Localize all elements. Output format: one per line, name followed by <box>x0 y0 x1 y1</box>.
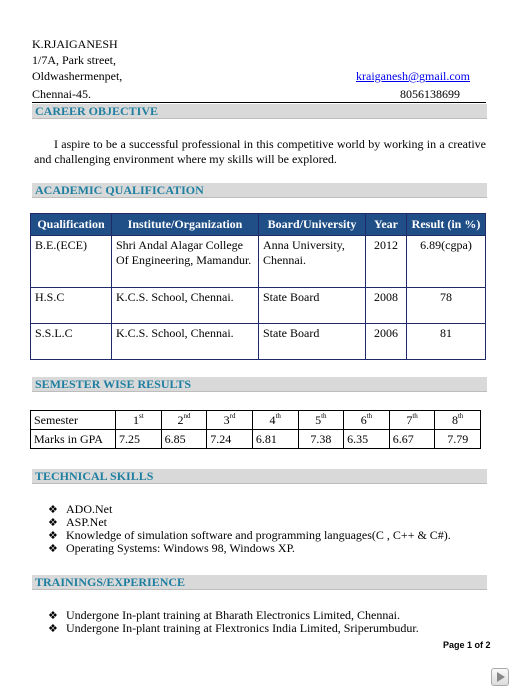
gpa-cell: 7.79 <box>435 430 481 449</box>
cell-year: 2012 <box>366 236 407 288</box>
gpa-cell: 6.67 <box>389 430 435 449</box>
gpa-cell: 6.81 <box>252 430 298 449</box>
candidate-name: K.RJAIGANESH <box>32 37 118 51</box>
career-objective-text: I aspire to be a successful professional in this competitive world by working in a creative and challenging environment where my skills will be explored. <box>34 137 486 166</box>
cell-qualification: S.S.L.C <box>31 324 112 360</box>
gpa-cell: 6.35 <box>344 430 390 449</box>
cell-qualification: H.S.C <box>31 288 112 324</box>
technical-skills-list <box>48 503 451 555</box>
semester-cell: 7th <box>389 411 435 430</box>
semester-table <box>30 410 481 449</box>
section-technical-skills: TECHNICAL SKILLS <box>32 469 487 484</box>
list-item: ❖ Undergone In-plant training at Bharath Electronics Limited, Chennai. <box>48 608 401 622</box>
cell-year: 2006 <box>366 324 407 360</box>
table-row <box>31 324 486 360</box>
section-trainings-experience: TRAININGS/EXPERIENCE <box>32 575 487 590</box>
list-item: ❖ Undergone In-plant training at Flextronics India Limited, Sriperumbudur. <box>48 621 419 635</box>
table-row <box>31 288 486 324</box>
semester-cell: 4th <box>252 411 298 430</box>
cell-board: Anna University, Chennai. <box>259 236 366 288</box>
semester-cell: 3rd <box>207 411 253 430</box>
cell-institute: Shri Andal Alagar College Of Engineering, Mamandur. <box>112 236 259 288</box>
section-semester-results: SEMESTER WISE RESULTS <box>32 377 487 392</box>
col-header-result: Result (in %) <box>407 214 486 236</box>
bullet-icon: ❖ <box>48 516 58 529</box>
list-item: ❖ ADO.Net <box>48 502 113 516</box>
section-academic-qualification: ACADEMIC QUALIFICATION <box>32 183 487 198</box>
semester-cell: 6th <box>344 411 390 430</box>
email-link[interactable]: kraiganesh@gmail.com <box>356 69 471 83</box>
bullet-icon: ❖ <box>48 622 58 635</box>
bullet-icon: ❖ <box>48 529 58 542</box>
header-divider <box>32 102 486 103</box>
list-item: ❖ Operating Systems: Windows 98, Windows XP. <box>48 541 295 555</box>
cell-institute: K.C.S. School, Chennai. <box>112 324 259 360</box>
col-header-qualification: Qualification <box>31 214 112 236</box>
section-career-objective: CAREER OBJECTIVE <box>32 104 487 119</box>
gpa-cell: 7.38 <box>298 430 344 449</box>
academic-header-row <box>31 214 486 236</box>
semester-cell: 5th <box>298 411 344 430</box>
col-header-year: Year <box>366 214 407 236</box>
table-row <box>31 236 486 288</box>
address-line-1: 1/7A, Park street, <box>32 53 116 67</box>
list-item: ❖ ASP.Net <box>48 515 108 529</box>
cell-result: 6.89(cgpa) <box>407 236 486 288</box>
semester-cell: 2nd <box>161 411 207 430</box>
semester-cell: 1st <box>116 411 162 430</box>
semester-label: Semester <box>31 411 116 430</box>
cell-result: 81 <box>407 324 486 360</box>
semester-cell: 8th <box>435 411 481 430</box>
bullet-icon: ❖ <box>48 503 58 516</box>
bullet-icon: ❖ <box>48 542 58 555</box>
col-header-board: Board/University <box>259 214 366 236</box>
cell-board: State Board <box>259 324 366 360</box>
trainings-list <box>48 609 419 635</box>
cell-institute: K.C.S. School, Chennai. <box>112 288 259 324</box>
academic-table <box>30 213 486 360</box>
gpa-cell: 7.25 <box>116 430 162 449</box>
cell-board: State Board <box>259 288 366 324</box>
arrow-right-icon[interactable] <box>491 668 509 686</box>
marks-label: Marks in GPA <box>31 430 116 449</box>
col-header-institute: Institute/Organization <box>112 214 259 236</box>
gpa-cell: 6.85 <box>161 430 207 449</box>
address-line-3: Chennai-45. <box>32 87 91 101</box>
phone-number: 8056138699 <box>400 87 460 101</box>
cell-qualification: B.E.(ECE) <box>31 236 112 288</box>
bullet-icon: ❖ <box>48 609 58 622</box>
address-line-2: Oldwashermenpet, <box>32 69 123 83</box>
list-item: ❖ Knowledge of simulation software and programming languages(C , C++ & C#). <box>48 528 451 542</box>
cell-year: 2008 <box>366 288 407 324</box>
semester-row <box>31 411 481 430</box>
gpa-row <box>31 430 481 449</box>
gpa-cell: 7.24 <box>207 430 253 449</box>
page-number: Page 1 of 2 <box>443 640 491 650</box>
cell-result: 78 <box>407 288 486 324</box>
